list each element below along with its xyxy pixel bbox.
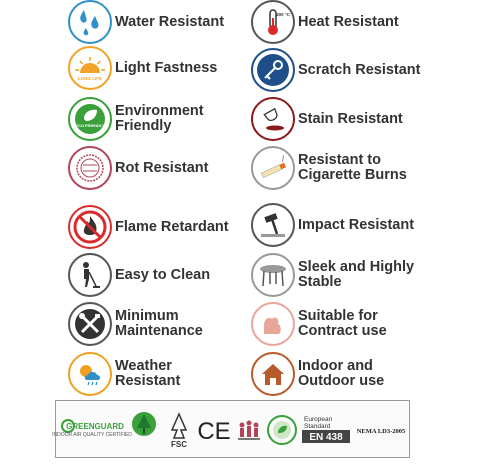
feature-label: Water Resistant [115, 13, 225, 30]
feature-label: Suitable for Contract use [298, 308, 387, 339]
nema-text: NEMA LD3-2005 [356, 428, 406, 435]
cigarette-icon [251, 146, 295, 190]
feature-label: Heat Resistant [298, 13, 399, 30]
greenguard-logo [52, 401, 132, 459]
feature-label: Impact Resistant [298, 216, 415, 233]
icon-caption: LONG LIFE [78, 76, 102, 81]
no-fire-icon [68, 205, 112, 249]
usgbc-tree-logo [126, 401, 162, 459]
en-text: EN 438 [309, 432, 343, 443]
feature-label: Scratch Resistant [298, 61, 421, 78]
greenguard-subtext: INDOOR AIR QUALITY CERTIFIED [52, 432, 132, 438]
tools-icon [68, 302, 112, 346]
thermometer-icon [251, 0, 295, 44]
ce-text: CE [197, 418, 231, 445]
water-drops-icon [68, 0, 112, 44]
feature-heat-resistant [251, 0, 476, 46]
hammer-icon [251, 203, 295, 247]
feature-label: Sleek and Highly Stable [298, 259, 415, 290]
feature-impact-resistant [251, 203, 476, 249]
european-standard-line1: European [304, 416, 333, 423]
feature-indoor-outdoor [251, 352, 476, 398]
fsc-logo [164, 401, 194, 459]
greenguard-text: GREENGUARD [66, 422, 124, 431]
strong-arm-icon [251, 302, 295, 346]
fsc-text: FSC [171, 440, 187, 449]
feature-label: Environment Friendly [115, 103, 204, 134]
icon-caption: 400 °C [276, 12, 290, 17]
feature-cigarette-burns [251, 146, 476, 192]
feature-stain-resistant [251, 97, 476, 143]
feature-contract-use [251, 302, 476, 348]
nema-logo [352, 401, 410, 459]
feature-label: Light Fastness [115, 59, 218, 76]
feature-label: Stain Resistant [298, 110, 403, 127]
en438-logo [300, 401, 352, 459]
feature-sleek-stable [251, 253, 476, 299]
feature-scratch-resistant [251, 48, 476, 94]
icon-caption: ECO FRIENDLY [75, 123, 105, 128]
feature-label: Resistant to Cigarette Burns [298, 152, 407, 183]
house-icon [251, 352, 295, 396]
certifications-bar [52, 400, 410, 458]
green-circle-seal [266, 401, 298, 459]
cleaning-person-icon [68, 253, 112, 297]
european-standard-line2: Standard [304, 423, 331, 430]
feature-label: Indoor and Outdoor use [298, 358, 385, 389]
feature-label: Easy to Clean [115, 266, 211, 283]
feature-label: Flame Retardant [115, 218, 229, 235]
key-icon [251, 48, 295, 92]
sun-long-life-icon [68, 46, 112, 90]
rot-stamp-icon [68, 146, 112, 190]
table-icon [251, 253, 295, 297]
feature-label: Minimum Maintenance [115, 308, 203, 339]
weather-icon [68, 352, 112, 396]
figures-logo [234, 401, 264, 459]
eco-leaf-icon [68, 97, 112, 141]
feature-label: Rot Resistant [115, 159, 209, 176]
feature-label: Weather Resistant [115, 358, 181, 389]
svg-text:European Standard [304, 416, 334, 430]
ce-mark [196, 401, 232, 459]
spilled-wine-icon [251, 97, 295, 141]
